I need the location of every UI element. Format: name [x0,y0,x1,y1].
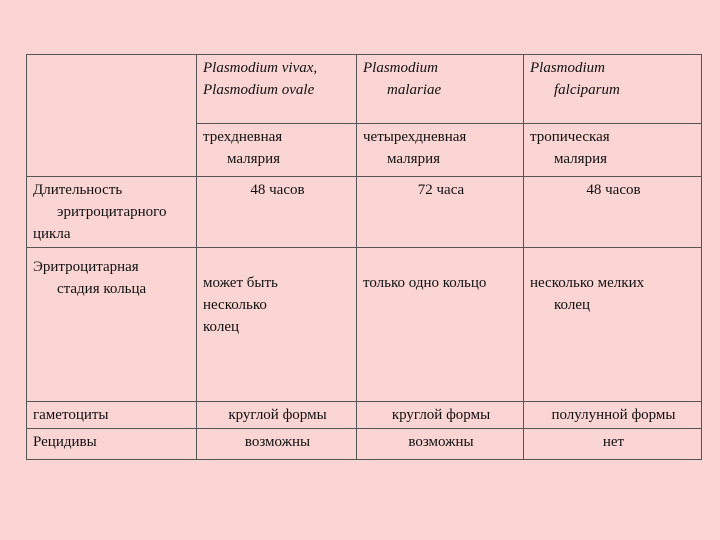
type-line: тропическая [530,129,610,145]
header-falciparum [524,55,702,124]
header-line: falciparum [554,82,620,98]
label-line: эритроцитарного [57,204,167,220]
ring-stage-row [27,248,702,402]
ring-line: колец [554,297,590,313]
type-line: малярия [554,151,607,167]
label-line: Эритроцитарная [33,259,139,275]
duration-row [27,177,702,248]
type-line: четырехдневная [363,129,467,145]
header-row [27,55,702,124]
type-line: малярия [387,151,440,167]
header-vivax-ovale [197,55,357,124]
header-line: Plasmodium [530,60,605,76]
relapses-label: Рецидивы [27,429,197,460]
label-line: стадия кольца [57,281,147,297]
type-falciparum [524,124,702,177]
type-malariae [357,124,524,177]
ring-malariae [357,248,524,402]
relapses-row [27,429,702,460]
relapses-vivax: возможны [197,429,357,460]
ring-stage-label [27,248,197,402]
duration-falciparum: 48 часов [524,177,702,248]
type-line: малярия [227,151,280,167]
gametocytes-label: гаметоциты [27,402,197,429]
label-line: цикла [33,226,71,242]
type-line: трехдневная [203,129,283,145]
malaria-comparison-table [26,54,702,460]
gametocytes-row [27,402,702,429]
header-line: Plasmodium [363,60,438,76]
relapses-malariae: возможны [357,429,524,460]
type-vivax [197,124,357,177]
ring-line: несколько [203,297,267,313]
header-line: malariae [387,82,442,98]
ring-falciparum [524,248,702,402]
relapses-falciparum: нет [524,429,702,460]
header-malariae [357,55,524,124]
duration-malariae: 72 часа [357,177,524,248]
duration-vivax: 48 часов [197,177,357,248]
gametocytes-malariae: круглой формы [357,402,524,429]
ring-line: колец [203,319,239,335]
ring-line: может быть [203,275,278,291]
header-line: Plasmodium ovale [203,82,315,98]
ring-vivax [197,248,357,402]
header-line: Plasmodium vivax, [203,60,318,76]
duration-label [27,177,197,248]
gametocytes-falciparum: полулунной формы [524,402,702,429]
empty-corner-cell [27,55,197,177]
label-line: Длительность [33,182,123,198]
ring-line: только одно кольцо [363,275,487,291]
ring-line: несколько мелких [530,275,645,291]
gametocytes-vivax: круглой формы [197,402,357,429]
